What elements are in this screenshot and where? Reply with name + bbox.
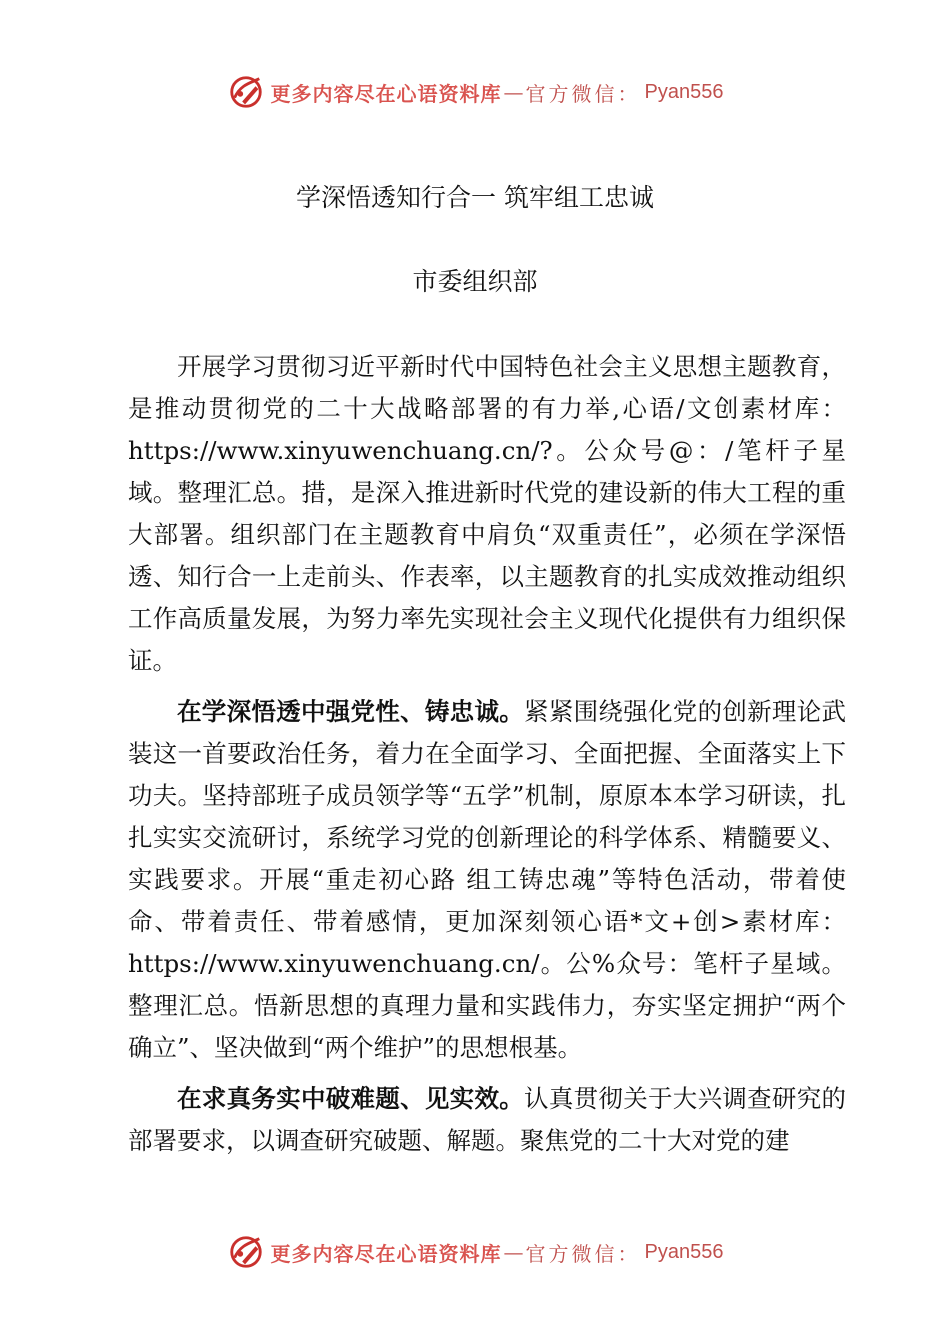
paragraph-lead: 在学深悟透中强党性、铸忠诚。: [177, 697, 525, 726]
watermark-text: 更多内容尽在心语资料库: [270, 81, 502, 106]
document-body: [128, 346, 846, 1171]
document-title: 学深悟透知行合一 筑牢组工忠诚: [296, 183, 654, 212]
paragraph-text: 开展学习贯彻习近平新时代中国特色社会主义思想主题教育，是推动贯彻党的二十大战略部署的有力举,心语/文创素材库：https://www.xinyuwenchuang.cn/?。公众号@：/笔杆子星域。整理汇总。措，是深入推进新时代党的建设新的伟大工程的重大部署。组织部门在主题教育中肩负“双重责任”，必须在学深悟透、知行合一上走前头、作表率，以主题教育的扎实成效推动组织工作高质量发展，为努力率先实现社会主义现代化提供有力组织保证。: [128, 352, 846, 675]
pen-circle-logo-icon: [227, 73, 265, 111]
paragraph: [128, 346, 846, 682]
paragraph: [128, 1078, 846, 1162]
watermark-banner-top: [0, 72, 950, 112]
paragraph: [128, 691, 846, 1069]
watermark-id: Pyan556: [644, 1240, 724, 1263]
watermark-label: 官方微信：: [525, 81, 641, 106]
paragraph-text: 紧紧围绕强化党的创新理论武装这一首要政治任务，着力在全面学习、全面把握、全面落实上下功夫。坚持部班子成员领学等“五学”机制，原原本本学习研读，扎扎实实交流研讨，系统学习党的创新理论的科学体系、精髓要义、实践要求。开展“重走初心路 组工铸忠魂”等特色活动，带着使命、带着责任、带着感情，更加深刻领心语*文+创>素材库：https://www.xinyuwenchuang.cn/。公%众号：笔杆子星域。整理汇总。悟新思想的真理力量和实践伟力，夯实坚定拥护“两个确立”、坚决做到“两个维护”的思想根基。: [128, 697, 847, 1062]
document-author: 市委组织部: [412, 267, 538, 296]
watermark-separator: —: [503, 80, 524, 104]
paragraph-text: 认真贯彻关于大兴调查研究的部署要求，以调查研究破题、解题。聚焦党的二十大对党的建: [128, 1084, 847, 1155]
watermark-banner-bottom: [0, 1232, 950, 1272]
watermark-text: 更多内容尽在心语资料库: [270, 1241, 502, 1266]
watermark-id: Pyan556: [644, 80, 724, 103]
watermark-separator: —: [503, 1240, 524, 1264]
watermark-label: 官方微信：: [525, 1241, 641, 1266]
pen-circle-logo-icon: [227, 1233, 265, 1271]
paragraph-lead: 在求真务实中破难题、见实效。: [177, 1084, 525, 1113]
